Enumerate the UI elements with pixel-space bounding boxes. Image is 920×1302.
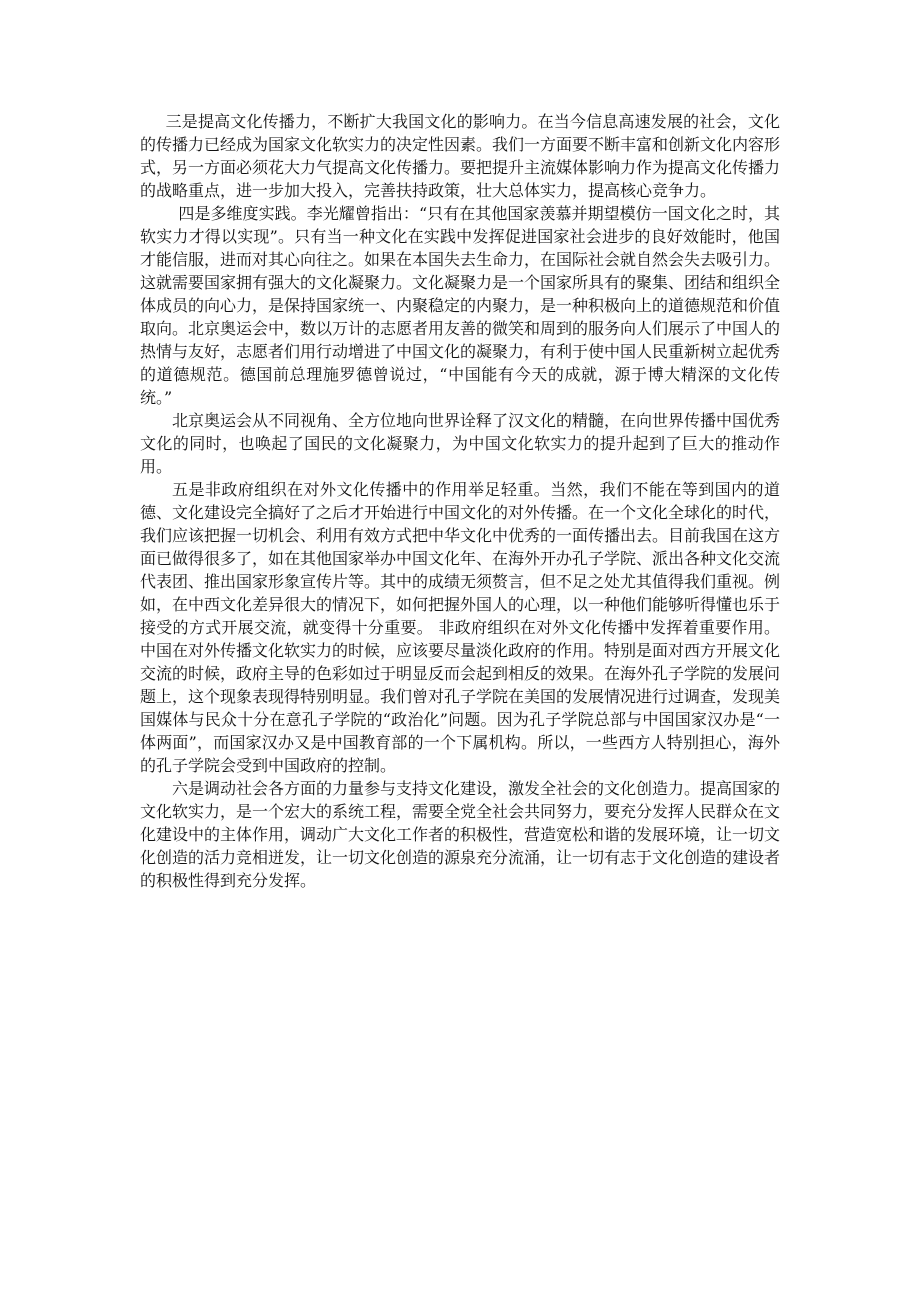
paragraph-third-point: 三是提高文化传播力，不断扩大我国文化的影响力。在当今信息高速发展的社会，文化的传播力已经成为国家文化软实力的决定性因素。我们一方面要不断丰富和创新文化内容形式，另一方面必须花大力气提高文化传播力。要把提升主流媒体影响力作为提高文化传播力的战略重点，进一步加大投入，完善扶持政策，壮大总体实力，提高核心竞争力。 (140, 112, 781, 200)
paragraph-sixth-point: 六是调动社会各方面的力量参与支持文化建设，激发全社会的文化创造力。提高国家的文化软实力，是一个宏大的系统工程，需要全党全社会共同努力，要充分发挥人民群众在文化建设中的主体作用，调动广大文化工作者的积极性，营造宽松和谐的发展环境，让一切文化创造的活力竞相迸发，让一切文化创造的源泉充分流涌，让一切有志于文化创造的建设者的积极性得到充分发挥。 (140, 779, 781, 890)
paragraph-fifth-point: 五是非政府组织在对外文化传播中的作用举足轻重。当然，我们不能在等到国内的道德、文化建设完全搞好了之后才开始进行中国文化的对外传播。在一个文化全球化的时代，我们应该把握一切机会、利用有效方式把中华文化中优秀的一面传播出去。目前我国在这方面已做得很多了，如在其他国家举办中国文化年、在海外开办孔子学院、派出各种文化交流代表团、推出国家形象宣传片等。其中的成绩无须赘言，但不足之处尤其值得我们重视。例如，在中西文化差异很大的情况下，如何把握外国人的心理，以一种他们能够听得懂也乐于接受的方式开展交流，就变得十分重要。 非政府组织在对外文化传播中发挥着重要作用。中国在对外传播文化软实力的时候，应该要尽量淡化政府的作用。特别是面对西方开展文化交流的时候，政府主导的色彩如过于明显反而会起到相反的效果。在海外孔子学院的发展问题上，这个现象表现得特别明显。我们曾对孔子学院在美国的发展情况进行过调查，发现美国媒体与民众十分在意孔子学院的“政治化”问题。因为孔子学院总部与中国国家汉办是“一体两面”，而国家汉办又是中国教育部的一个下属机构。所以，一些西方人特别担心，海外的孔子学院会受到中国政府的控制。 (140, 480, 781, 775)
paragraph-olympics: 北京奥运会从不同视角、全方位地向世界诠释了汉文化的精髓，在向世界传播中国优秀文化的同时，也唤起了国民的文化凝聚力，为中国文化软实力的提升起到了巨大的推动作用。 (140, 411, 781, 476)
document-page (140, 110, 780, 892)
paragraph-fourth-point: 四是多维度实践。李光耀曾指出：“只有在其他国家羡慕并期望模仿一国文化之时，其软实力才得以实现”。只有当一种文化在实践中发挥促进国家社会进步的良好效能时，他国才能信服，进而对其心向往之。如果在本国失去生命力，在国际社会就自然会失去吸引力。这就需要国家拥有强大的文化凝聚力。文化凝聚力是一个国家所具有的聚集、团结和组织全体成员的向心力，是保持国家统一、内聚稳定的内聚力，是一种积极向上的道德规范和价值取向。北京奥运会中，数以万计的志愿者用友善的微笑和周到的服务向人们展示了中国人的热情与友好，志愿者们用行动增进了中国文化的凝聚力，有利于使中国人民重新树立起优秀的道德规范。德国前总理施罗德曾说过，“中国能有今天的成就，源于博大精深的文化传统。” (140, 204, 781, 407)
